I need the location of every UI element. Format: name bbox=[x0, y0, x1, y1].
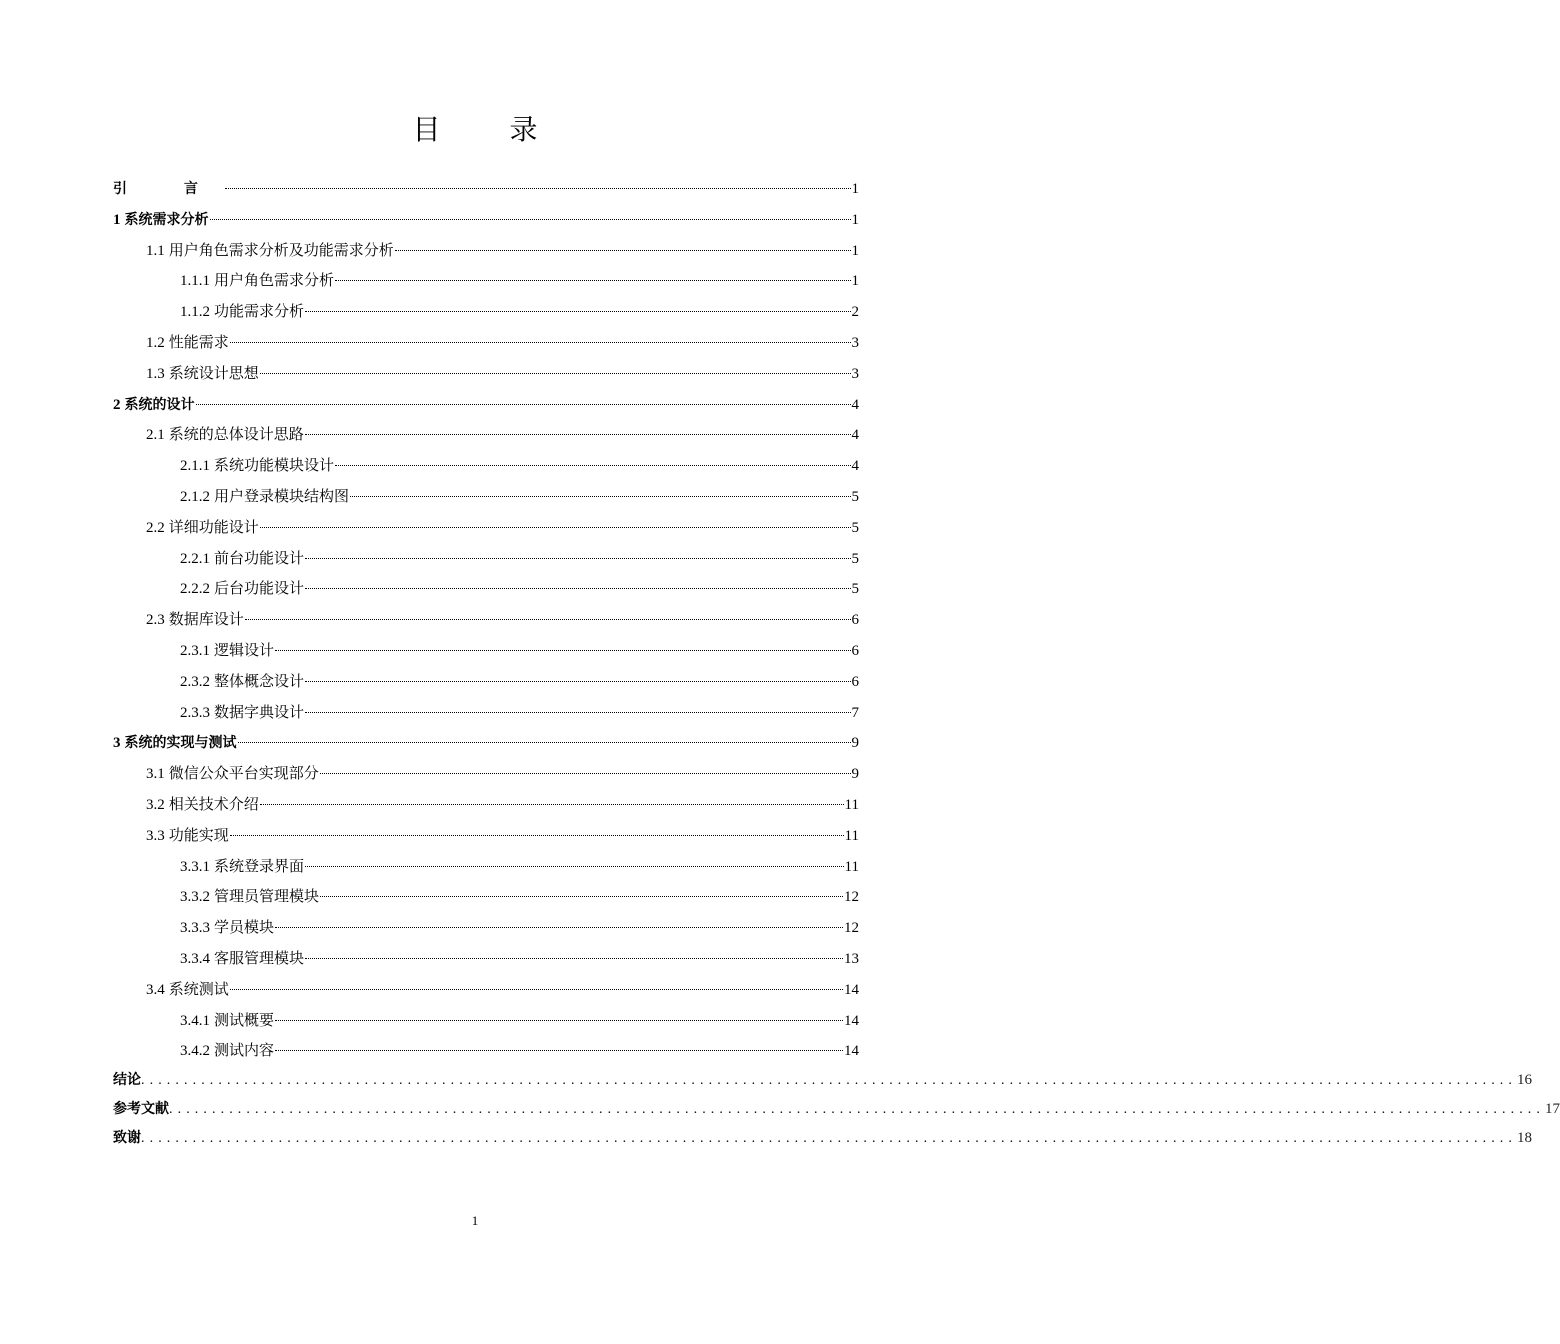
dot-leader bbox=[260, 804, 844, 805]
toc-entry-text: 系统需求分析 bbox=[124, 211, 209, 228]
dot-leader bbox=[335, 280, 850, 281]
dot-leader bbox=[350, 496, 850, 497]
toc-entry-label bbox=[146, 605, 244, 636]
toc-entry-page: 3 bbox=[851, 365, 859, 382]
toc-entry[interactable] bbox=[113, 759, 859, 790]
toc-entry-number: 1.3 bbox=[146, 365, 165, 382]
toc-entry[interactable] bbox=[113, 390, 859, 421]
toc-entry-number: 2 bbox=[113, 396, 121, 413]
dot-leader bbox=[395, 250, 851, 251]
toc-entry-text: 性能需求 bbox=[168, 334, 229, 351]
dot-leader bbox=[196, 404, 851, 405]
toc-entry[interactable] bbox=[113, 1036, 859, 1067]
toc-entry-label bbox=[113, 728, 237, 759]
toc-entry-page: 11 bbox=[844, 858, 859, 875]
toc-entry-label bbox=[180, 667, 304, 698]
dot-leader bbox=[305, 866, 844, 867]
toc-entry-text: 用户角色需求分析 bbox=[214, 273, 335, 290]
toc-entry[interactable] bbox=[113, 420, 859, 451]
toc-entry[interactable] bbox=[113, 790, 859, 821]
toc-entry-text: 系统的实现与测试 bbox=[124, 735, 237, 752]
toc-entry-text: 系统功能模块设计 bbox=[214, 458, 335, 475]
toc-entry[interactable] bbox=[113, 482, 859, 513]
toc-entry-page: 6 bbox=[851, 673, 859, 690]
back-matter-page: 18 bbox=[1517, 1130, 1532, 1146]
toc-entry-label bbox=[180, 882, 319, 913]
toc-entry-label bbox=[146, 236, 394, 267]
toc-entry-label bbox=[180, 852, 304, 883]
toc-entry-label bbox=[180, 944, 304, 975]
toc-entry-number: 3.1 bbox=[146, 766, 165, 783]
toc-entry-text: 测试内容 bbox=[214, 1043, 275, 1060]
toc-entry-number: 2.1 bbox=[146, 427, 165, 444]
toc-entry-text: 系统登录界面 bbox=[214, 858, 305, 875]
toc-entry-number: 3.4.1 bbox=[180, 1012, 210, 1029]
toc-entry-text: 系统的设计 bbox=[124, 396, 195, 413]
toc-entry[interactable] bbox=[113, 944, 859, 975]
toc-entry-page: 4 bbox=[851, 396, 859, 413]
toc-entry-number: 2.2.2 bbox=[180, 581, 210, 598]
toc-entry-label bbox=[113, 205, 209, 236]
toc-entry[interactable] bbox=[113, 544, 859, 575]
toc-entry[interactable] bbox=[113, 297, 859, 328]
toc-entry-text: 逻辑设计 bbox=[214, 642, 275, 659]
toc-entry-label bbox=[146, 513, 259, 544]
toc-entry-number: 1 bbox=[113, 211, 121, 228]
toc-entry-label bbox=[180, 451, 334, 482]
toc-entry[interactable] bbox=[113, 605, 859, 636]
toc-entry-label bbox=[146, 759, 319, 790]
dot-leader: ................................................................................................................................................................ bbox=[141, 1073, 1517, 1088]
toc-entry-number: 2.2.1 bbox=[180, 550, 210, 567]
toc-entry-page: 9 bbox=[851, 735, 859, 752]
toc-entry-number: 2.3 bbox=[146, 612, 165, 629]
toc-entry-page: 7 bbox=[851, 704, 859, 721]
toc-entry-page: 1 bbox=[851, 181, 859, 197]
dot-leader bbox=[225, 188, 851, 189]
toc-entry-label bbox=[180, 1036, 274, 1067]
toc-entry-number: 2.3.3 bbox=[180, 704, 210, 721]
toc-entry-number: 2.3.1 bbox=[180, 642, 210, 659]
toc-entry-text: 系统测试 bbox=[168, 981, 229, 998]
toc-entry[interactable] bbox=[113, 728, 859, 759]
back-matter-entry[interactable] bbox=[113, 1066, 1532, 1095]
dot-leader bbox=[275, 927, 843, 928]
dot-leader bbox=[305, 681, 850, 682]
dot-leader bbox=[260, 527, 851, 528]
toc-entry[interactable] bbox=[113, 913, 859, 944]
toc-entry-page: 12 bbox=[844, 920, 859, 937]
toc-entry[interactable] bbox=[113, 821, 859, 852]
toc-entry-page: 11 bbox=[844, 827, 859, 844]
toc-entry-label bbox=[180, 482, 349, 513]
toc-entry-text: 用户角色需求分析及功能需求分析 bbox=[168, 242, 394, 259]
dot-leader bbox=[320, 773, 851, 774]
toc-entry-number: 3 bbox=[113, 735, 121, 752]
toc-entry-label bbox=[180, 1006, 274, 1037]
dot-leader bbox=[305, 311, 850, 312]
back-matter-page: 16 bbox=[1517, 1072, 1532, 1088]
toc-entry-text: 后台功能设计 bbox=[214, 581, 305, 598]
back-matter-label: 致谢 bbox=[113, 1130, 141, 1146]
dot-leader bbox=[275, 1050, 843, 1051]
toc-entry-text: 整体概念设计 bbox=[214, 673, 305, 690]
dot-leader bbox=[230, 342, 851, 343]
dot-leader bbox=[230, 989, 843, 990]
toc-entry-page: 5 bbox=[851, 581, 859, 598]
toc-entry-page: 3 bbox=[851, 334, 859, 351]
toc-entry-page: 1 bbox=[851, 211, 859, 228]
toc-entry[interactable] bbox=[113, 236, 859, 267]
toc-entry-page: 5 bbox=[851, 519, 859, 536]
toc-entry-number: 3.3.1 bbox=[180, 858, 210, 875]
dot-leader bbox=[230, 835, 844, 836]
toc-entry-number: 2.1.2 bbox=[180, 488, 210, 505]
toc-entry-label bbox=[180, 574, 304, 605]
toc-entry-page: 14 bbox=[844, 981, 859, 998]
toc-entry-page: 9 bbox=[851, 766, 859, 783]
dot-leader bbox=[305, 712, 850, 713]
toc-entry[interactable] bbox=[113, 359, 859, 390]
toc-entry-text: 学员模块 bbox=[214, 920, 275, 937]
toc-entry-label bbox=[146, 975, 229, 1006]
toc-entry-text: 微信公众平台实现部分 bbox=[168, 766, 319, 783]
table-of-contents bbox=[113, 174, 859, 1067]
toc-entry-page: 14 bbox=[844, 1043, 859, 1060]
toc-entry-number: 3.3 bbox=[146, 827, 165, 844]
toc-entry-label bbox=[113, 174, 224, 205]
toc-entry-page: 5 bbox=[851, 488, 859, 505]
dot-leader bbox=[320, 896, 843, 897]
dot-leader bbox=[260, 373, 851, 374]
toc-entry[interactable] bbox=[113, 852, 859, 883]
toc-entry[interactable] bbox=[113, 636, 859, 667]
back-matter-entry[interactable] bbox=[113, 1095, 1560, 1124]
toc-entry-label bbox=[180, 297, 304, 328]
toc-entry[interactable] bbox=[113, 513, 859, 544]
dot-leader bbox=[305, 588, 850, 589]
toc-entry[interactable] bbox=[113, 266, 859, 297]
toc-entry-label bbox=[146, 790, 259, 821]
toc-entry-label bbox=[180, 266, 334, 297]
dot-leader bbox=[305, 958, 843, 959]
page-number: 1 bbox=[471, 1213, 479, 1228]
back-matter-label: 参考文献 bbox=[113, 1101, 169, 1117]
toc-entry-label bbox=[146, 821, 229, 852]
toc-entry-text: 功能实现 bbox=[168, 827, 229, 844]
toc-entry-text: 功能需求分析 bbox=[214, 304, 305, 321]
toc-entry[interactable] bbox=[113, 975, 859, 1006]
toc-entry-page: 6 bbox=[851, 612, 859, 629]
page-title: 目 录 bbox=[412, 113, 568, 146]
toc-entry-text: 相关技术介绍 bbox=[168, 796, 259, 813]
toc-entry-text: 前台功能设计 bbox=[214, 550, 305, 567]
dot-leader bbox=[245, 619, 851, 620]
toc-entry-page: 4 bbox=[851, 427, 859, 444]
back-matter-entry[interactable] bbox=[113, 1124, 1532, 1153]
toc-entry-number: 3.3.3 bbox=[180, 920, 210, 937]
toc-entry-page: 4 bbox=[851, 458, 859, 475]
dot-leader bbox=[275, 650, 850, 651]
toc-entry-text: 系统的总体设计思路 bbox=[168, 427, 304, 444]
toc-entry-text: 用户登录模块结构图 bbox=[214, 488, 350, 505]
toc-entry[interactable] bbox=[113, 451, 859, 482]
toc-entry[interactable] bbox=[113, 174, 859, 205]
toc-entry-page: 12 bbox=[844, 889, 859, 906]
toc-entry-label bbox=[180, 913, 274, 944]
dot-leader bbox=[305, 434, 851, 435]
toc-entry-text: 引 言 bbox=[113, 181, 224, 197]
toc-entry-page: 1 bbox=[851, 242, 859, 259]
toc-entry-text: 客服管理模块 bbox=[214, 950, 305, 967]
toc-entry-page: 5 bbox=[851, 550, 859, 567]
toc-entry[interactable] bbox=[113, 205, 859, 236]
toc-entry[interactable] bbox=[113, 667, 859, 698]
toc-entry[interactable] bbox=[113, 328, 859, 359]
toc-entry-label bbox=[180, 544, 304, 575]
toc-entry[interactable] bbox=[113, 1006, 859, 1037]
toc-entry-number: 3.3.2 bbox=[180, 889, 210, 906]
toc-entry-text: 测试概要 bbox=[214, 1012, 275, 1029]
toc-entry-number: 1.1.2 bbox=[180, 304, 210, 321]
toc-entry[interactable] bbox=[113, 574, 859, 605]
toc-entry-label bbox=[146, 328, 229, 359]
toc-entry-text: 详细功能设计 bbox=[168, 519, 259, 536]
toc-entry-page: 11 bbox=[844, 796, 859, 813]
toc-entry[interactable] bbox=[113, 882, 859, 913]
toc-entry-number: 3.4.2 bbox=[180, 1043, 210, 1060]
dot-leader bbox=[238, 742, 851, 743]
toc-entry-number: 3.3.4 bbox=[180, 950, 210, 967]
toc-entry-number: 1.2 bbox=[146, 334, 165, 351]
toc-entry-text: 系统设计思想 bbox=[168, 365, 259, 382]
toc-entry-label bbox=[113, 390, 195, 421]
dot-leader bbox=[335, 465, 850, 466]
toc-entry-number: 3.2 bbox=[146, 796, 165, 813]
toc-entry-number: 1.1.1 bbox=[180, 273, 210, 290]
toc-entry-page: 2 bbox=[851, 304, 859, 321]
toc-entry-page: 1 bbox=[851, 273, 859, 290]
dot-leader: ................................................................................................................................................................ bbox=[141, 1131, 1517, 1146]
toc-entry-number: 2.3.2 bbox=[180, 673, 210, 690]
toc-entry-page: 6 bbox=[851, 642, 859, 659]
toc-entry-page: 14 bbox=[844, 1012, 859, 1029]
toc-entry-text: 管理员管理模块 bbox=[214, 889, 320, 906]
toc-entry-text: 数据库设计 bbox=[168, 612, 244, 629]
toc-entry-label bbox=[146, 420, 304, 451]
toc-entry-label bbox=[180, 636, 274, 667]
toc-entry[interactable] bbox=[113, 698, 859, 729]
dot-leader: ................................................................................................................................................................ bbox=[169, 1102, 1545, 1117]
toc-entry-text: 数据字典设计 bbox=[214, 704, 305, 721]
back-matter-page: 17 bbox=[1545, 1101, 1560, 1117]
toc-entry-number: 2.1.1 bbox=[180, 458, 210, 475]
toc-entry-page: 13 bbox=[844, 950, 859, 967]
toc-entry-label bbox=[180, 698, 304, 729]
toc-entry-number: 2.2 bbox=[146, 519, 165, 536]
dot-leader bbox=[275, 1020, 843, 1021]
dot-leader bbox=[305, 558, 850, 559]
toc-entry-label bbox=[146, 359, 259, 390]
toc-entry-number: 1.1 bbox=[146, 242, 165, 259]
toc-entry-number: 3.4 bbox=[146, 981, 165, 998]
dot-leader bbox=[210, 219, 851, 220]
back-matter-label: 结论 bbox=[113, 1072, 141, 1088]
